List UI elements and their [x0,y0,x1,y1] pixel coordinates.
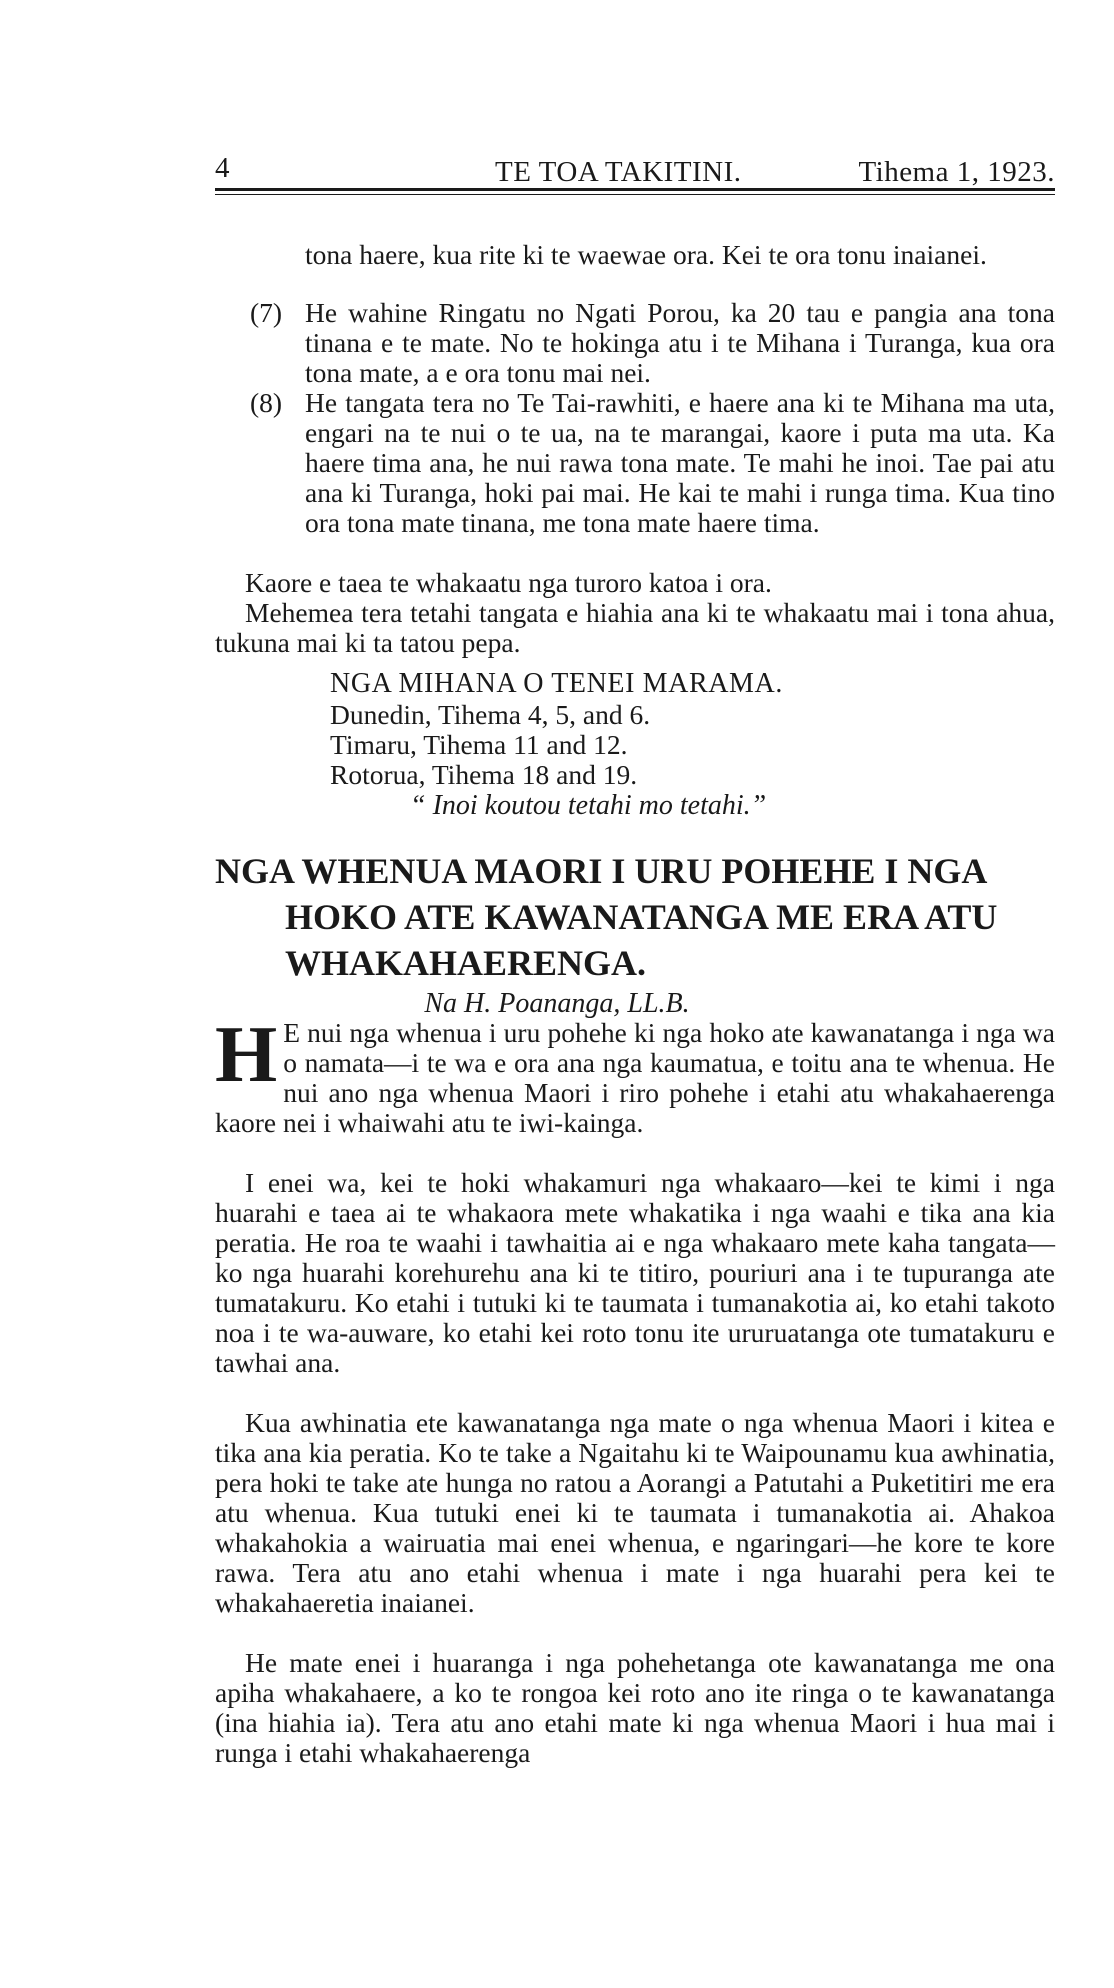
title-line-2: HOKO ATE KAWANATANGA ME ERA ATU [285,897,998,937]
header-rule-thin [215,194,1055,195]
article-paragraph-4: He mate enei i huaranga i nga pohehetanga ote kawanatanga me ona apiha whakahaere, a ko te rongoa kei roto ano ite ringa o te kawanatanga (ina hiahia ia). Tera atu ano etahi mate ki nga whenua Maori i hua mai i runga i etahi whakahaerenga [215,1647,1055,1768]
header-rule-thick [215,188,1055,191]
drop-cap: H [215,1011,278,1099]
mission-entry: Dunedin, Tihema 4, 5, and 6. [330,699,651,730]
item-text: He wahine Ringatu no Ngati Porou, ka 20 tau e pangia ana tona tinana e te mate. No te hokinga atu i te Mihana i Turanga, kua ora tona mate, a e ora tonu mai nei. [305,297,1055,388]
closing-paragraph-1: Kaore e taea te whakaatu nga turoro katoa i ora. [245,567,772,598]
motto: “ Inoi koutou tetahi mo tetahi.” [410,790,767,821]
issue-date: Tihema 1, 1923. [858,156,1055,188]
article-first-paragraph [215,1011,1055,1138]
title-line-1: NGA WHENUA MAORI I URU POHEHE I NGA [215,851,988,891]
mission-entry: Timaru, Tihema 11 and 12. [330,729,628,760]
article-title [215,848,1055,986]
item-text: He tangata tera no Te Tai-rawhiti, e haere ana ki te Mihana ma uta, engari na te nui o te ua, na te marangai, kaore i puta ma uta. Ka haere tima ana, he nui rawa tona mate. Te mahi he inoi. Tae pai atu ana ki Turanga, hoki pai mai. He kai te mahi i runga tima. Kua tino ora tona mate tinana, me tona mate haere tima. [305,387,1055,538]
article-paragraph-3: Kua awhinatia ete kawanatanga nga mate o nga whenua Maori i kitea e tika ana kia peratia. Ko te take a Ngaitahu ki te Waipounamu kua awhinatia, pera hoki te take ate hunga no ratou a Aorangi a Patutahi a Puketitiri me era atu whenua. Kua tutuki enei ki te taumata i tumanakotia ai. Ahakoa whakahokia a wairuatia mai enei whenua, e ngaringari—he kore te kore rawa. Tera atu ano etahi whenua i mate i nga huarahi pera kei te whakahaeretia inaianei. [215,1407,1055,1618]
missions-heading: NGA MIHANA O TENEI MARAMA. [330,668,783,699]
article-author: Na H. Poananga, LL.B. [424,988,690,1019]
item-number: (7) [250,297,283,328]
page-header [215,150,1055,190]
item-number: (8) [250,387,283,418]
missions-list [330,700,650,790]
paragraph-text: E nui nga whenua i uru pohehe ki nga hoko ate kawanatanga i nga wa o namata—i te wa e ora ana nga kaumatua, e toitu ana te whenua. He nui ano nga whenua Maori i riro pohehe i etahi atu whakahaerenga kaore nei i whaiwahi atu te iwi-kainga. [215,1017,1055,1138]
mission-entry: Rotorua, Tihema 18 and 19. [330,759,638,790]
numbered-item-7 [250,298,1055,388]
journal-title: TE TOA TAKITINI. [495,156,742,188]
numbered-item-8 [250,388,1055,538]
article-paragraph-2: I enei wa, kei te hoki whakamuri nga whakaaro—kei te kimi i nga huarahi e taea ai te whakaora mete whakatika i nga waahi e tika ana kia peratia. He roa te waahi i tawhaitia ai e nga whakaaro mete kaha tangata—ko nga huarahi korehurehu ana ki te titiro, pouriuri ana i te tupuranga ate tumatakuru. Ko etahi i tutuki ki te taumata i tumanakotia ai, ko etahi takoto noa i te wa-auware, ko etahi kei roto tonu ite ururuatanga ote tumatakuru e tawhai ana. [215,1167,1055,1378]
title-line-3: WHAKAHAERENGA. [285,943,647,983]
page-number: 4 [215,152,230,184]
closing-paragraph-2: Mehemea tera tetahi tangata e hiahia ana ki te whakaatu mai i tona ahua, tukuna mai ki ta tatou pepa. [215,597,1055,658]
continuation-paragraph: tona haere, kua rite ki te waewae ora. Kei te ora tonu inaianei. [305,239,987,270]
